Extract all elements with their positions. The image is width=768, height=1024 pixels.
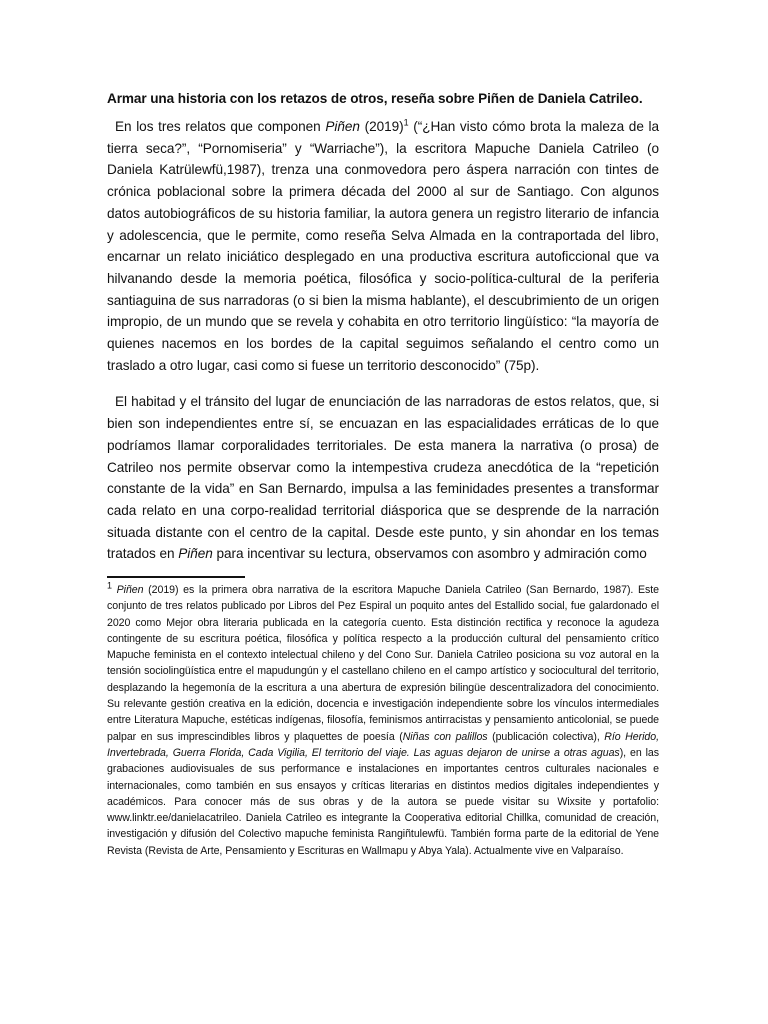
paragraph-1-text-c: (“¿Han visto cómo brota la maleza de la tierra seca?”, “Pornomiseria” y “Warriache”), la escritora Mapuche Daniela Catrileo (o Daniela Katrülewfü,1987), trenza una conmovedora pero áspera narración con tintes de crónica poblacional sobre la primera década del 2000 al sur de Santiago. Con algunos datos autobiográficos de su historia familiar, la autora genera un registro literario de infancia y adolescencia, que le permite, como reseña Selva Almada en la contraportada del libro, encarnar un relato iniciático desplegado en una productiva escritura autoficcional que va hilvanando desde la memoria poética, filosófica y socio-política-cultural de la periferia santiaguina de sus narradoras (o si bien la misma hablante), el descubrimiento de un origen impropio, de un mundo que se revela y cohabita en otro territorio lingüístico: “la mayoría de quienes nacemos en los bordes de la capital seguimos señalando el centro como un traslado a otro lugar, casi como si fuese un territorio desconocido” (75p).: [107, 119, 659, 373]
paragraph-1: [107, 116, 659, 376]
book-title: Piñen: [178, 546, 213, 562]
paragraph-2: [107, 391, 659, 565]
document-body: [107, 90, 659, 580]
paragraph-1-text-a: En los tres relatos que componen: [115, 119, 326, 134]
footnote-text-c: ), en las grabaciones audiovisuales de sus performance e instalaciones en importantes centros culturales nacionales e internacionales, como también en sus ensayos y críticas literarias en distintos medios digitales independientes y académicos. Para conocer más de sus obras y de la autora se puede visitar su Wixsite y portafolio: www.linktr.ee/danielacatrileo. Daniela Catrileo es integrante la Cooperativa editorial Chillka, comunidad de creación, investigación y difusión del Colectivo mapuche feminista Rangiñtulewfü. También forma parte de la editorial de Yene Revista (Revista de Arte, Pensamiento y Escrituras en Wallmapu y Abya Yala). Actualmente vive en Valparaíso.: [107, 746, 660, 857]
paragraph-1-text-b: (2019): [359, 119, 404, 134]
footnote: [107, 582, 659, 859]
footnote-text-a: (2019) es la primera obra narrativa de la escritora Mapuche Daniela Catrileo (San Bernardo, 1987). Este conjunto de tres relatos publicado por Libros del Pez Espiral un poquito antes del Estallido social, fue galardonado el 2020 como Mejor obra literaria publicada en la categoría cuento. Esta distinción rectifica y reconoce la agudeza contingente de su escritura poética, filosófica y política respecto a la producción cultural del pensamiento crítico Mapuche feminista en el contexto intelectual chileno y del Cono Sur. Daniela Catrileo posiciona su voz autoral en la tensión sociolingüística entre el mapudungún y el castellano chileno en el campo artístico y sociocultural del territorio, desplazando la hegemonía de la escritura a una abertura de expresión bilingüe descentralizadora del conocimiento. Su relevante gestión creativa en la edición, docencia e investigación independiente sobre los vínculos intermediales entre Literatura Mapuche, estéticas indígenas, filosofía, feminismos antirracistas y pensamiento anticolonial, se puede palpar en sus imprescindibles libros y plaquettes de poesía (: [107, 584, 659, 743]
footnote-reference[interactable]: 1: [403, 117, 409, 128]
footnote-works-2: Río Herido, Invertebrada, Guerra Florida, Cada Vigilia, El territorio del viaje. Las aguas dejaron de unirse a otras aguas: [107, 730, 659, 759]
paragraph-2-text-b: para incentivar su lectura, observamos con asombro y admiración como: [212, 546, 647, 562]
footnote-works-1: Niñas con palillos: [402, 730, 488, 743]
document-title: Armar una historia con los retazos de otros, reseña sobre Piñen de Daniela Catrileo.: [107, 91, 643, 106]
footnote-text-b: (publicación colectiva),: [487, 730, 605, 743]
book-title: Piñen: [325, 119, 360, 134]
footnote-separator: [107, 576, 245, 578]
footnote-book-title: Piñen: [116, 584, 144, 596]
paragraph-2-text-a: El habitad y el tránsito del lugar de enunciación de las narradoras de estos relatos, que, si bien son independientes entre sí, se encuazan en las espacialidades erráticas de lo que podríamos llamar corporalidades territoriales. De esta manera la narrativa (o prosa) de Catrileo nos permite observar como la intempestiva crudeza anecdótica de la “repetición constante de la vida” en San Bernardo, impulsa a las feminidades presentes a transformar cada relato en una corpo-realidad territorial diásporica que se desprende de la narración situada distante con el centro de la capital. Desde este punto, y sin ahondar en los temas tratados en: [107, 394, 659, 562]
footnote-number: 1: [107, 580, 112, 591]
